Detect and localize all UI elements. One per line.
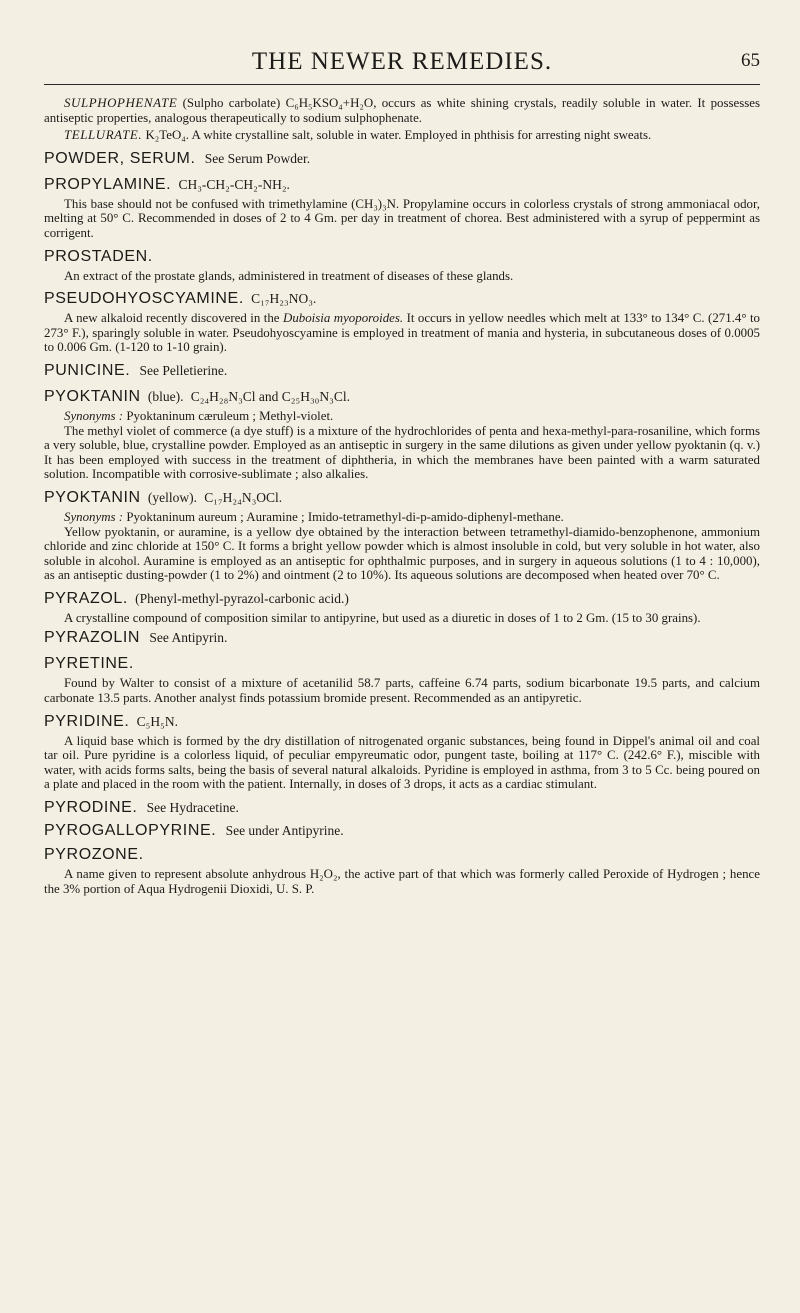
entry-text: It occurs in yellow needles which melt at 133° to 134° C. (271.4° to 273° F.), sparingly soluble in water. Pseudohyoscyamine is employed in treatment of mania and hysteria, in subcutaneous doses of 0.0005 to 0.006 Gm. (1-120 to 1-10 grain). (44, 311, 760, 355)
entry-punicine (44, 361, 760, 381)
entry-pyoktanin-yellow (44, 488, 760, 583)
page-number: 65 (741, 50, 760, 71)
entry-text: A crystalline compound of composition similar to antipyrine, but used as a diuretic in doses of 1 to 2 Gm. (15 to 30 grains). (64, 610, 701, 625)
headword: PROPYLAMINE. (44, 175, 172, 193)
headword: PYRIDINE. (44, 712, 130, 730)
page-body (44, 96, 760, 899)
qualifier: (Phenyl-methyl-pyrazol-carbonic acid.) (135, 590, 349, 606)
cross-reference: See Serum Powder. (204, 150, 311, 166)
entry-propylamine (44, 175, 760, 241)
synonyms: Pyoktaninum aureum ; Auramine ; Imido-tetramethyl-di-p-amido-diphenyl-methane. (126, 509, 564, 524)
page-header (44, 44, 760, 85)
entry-pseudohyoscyamine (44, 289, 760, 355)
entry-text: This base should not be confused with trimethylamine (CH₃)₃N. Propylamine occurs in colorless crystals of strong ammoniacal odor, melting at 50° C. Recommended in doses of 2 to 4 Gm. per day in treatment of chorea. Best administered with a syrup of peppermint as corrigent. (44, 196, 760, 240)
chemical-formula: C₂₄H₂₈N₃Cl and C₂₅H₃₀N₃Cl. (190, 388, 350, 404)
headword: PYROGALLOPYRINE. (44, 822, 217, 840)
entry-text: (Sulpho carbolate) C₆H₅KSO₄+H₂O, occurs as white shining crystals, readily soluble in water. It possesses antiseptic properties, analogous therapeutically to sodium sulphophenate. (44, 96, 760, 125)
entry-prostaden (44, 247, 760, 284)
headword: PUNICINE. (44, 361, 131, 379)
entry-pyretine (44, 654, 760, 705)
cross-reference: See Hydracetine. (146, 800, 239, 816)
chemical-formula: C₅H₅N. (136, 713, 178, 729)
entry-powder-serum (44, 149, 760, 169)
entry-tellurate (44, 128, 760, 143)
qualifier: (blue). (147, 388, 184, 404)
species-name: Duboisia myoporoides. (283, 311, 404, 326)
entry-pyrodine (44, 798, 760, 818)
headword: PYRAZOL. (44, 589, 128, 607)
entry-pyoktanin-blue (44, 387, 760, 482)
entry-pyrozone (44, 845, 760, 896)
entry-pyrogallopyrine (44, 821, 760, 841)
entry-text: A liquid base which is formed by the dry distillation of nitrogenated organic substances, being found in Dippel's animal oil and coal tar oil. Pure pyridine is a colorless liquid, of peculiar empyreumatic odor, pungent taste, boiling at 117° C. (242.6° F.), miscible with water, with acids forms salts, being the basis of several natural alkaloids. Pyridine is employed in asthma, from 3 to 5 Cc. being poured on a plate and placed in the room with the patient. Internally, in doses of 3 drops, it acts as a cardiac stimulant. (44, 733, 760, 792)
headword: POWDER, SERUM. (44, 149, 196, 167)
entry-pyrazol (44, 589, 760, 626)
headword: PYOKTANIN (44, 387, 141, 405)
headword: PYROZONE. (44, 846, 144, 864)
entry-text: K₂TeO₄. A white crystalline salt, soluble in water. Employed in phthisis for arresting night sweats. (145, 128, 652, 143)
cross-reference: See Pelletierine. (139, 362, 228, 378)
headword: SULPHOPHENATE (64, 96, 178, 110)
headword: PYRETINE. (44, 655, 134, 673)
entry-text: Found by Walter to consist of a mixture of acetanilid 58.7 parts, caffeine 6.74 parts, sodium bicarbonate 19.5 parts, and calcium carbonate 13.5 parts. Another analyst finds potassium bromide present. Recommended as an antipyretic. (44, 676, 760, 706)
entry-text: A new alkaloid recently discovered in the (64, 311, 280, 326)
chemical-formula: C₁₇H₂₄N₃OCl. (204, 489, 283, 505)
synonyms: Pyoktaninum cæruleum ; Methyl-violet. (126, 408, 334, 423)
headword: PYOKTANIN (44, 488, 141, 506)
entry-text: A name given to represent absolute anhydrous H₂O₂, the active part of that which was formerly called Peroxide of Hydrogen ; hence the 3% portion of Aqua Hydrogenii Dioxidi, U. S. P. (44, 867, 760, 896)
running-title: THE NEWER REMEDIES. (251, 48, 553, 75)
entry-pyrazolin (44, 628, 760, 648)
qualifier: (yellow). (147, 489, 198, 505)
synonyms-label: Synonyms : (64, 509, 124, 524)
synonyms-label: Synonyms : (64, 408, 124, 423)
headword: PYRAZOLIN (44, 629, 141, 647)
entry-text: Yellow pyoktanin, or auramine, is a yellow dye obtained by the interaction between tetramethyl-diamido-benzophenone, ammonium chloride and zinc chloride at 150° C. It forms a bright yellow powder which is almost insoluble in cold, but very soluble in hot water, also soluble in alcohol. Auramine is employed as an antiseptic for ophthalmic purposes, and in surgery in aqueous solutions (1 to 4 : 10,000), as an antiseptic dusting-powder (1 to 2%) and ointment (2 to 10%). Its aqueous solutions are decomposed when heated over 70° C. (44, 524, 760, 583)
cross-reference: See under Antipyrine. (225, 823, 344, 839)
entry-sulphophenate (44, 96, 760, 125)
headword: TELLURATE. (64, 128, 143, 143)
headword: PYRODINE. (44, 799, 138, 817)
chemical-formula: C₁₇H₂₃NO₃. (251, 291, 317, 307)
entry-pyridine (44, 712, 760, 792)
cross-reference: See Antipyrin. (149, 630, 228, 646)
headword: PROSTADEN. (44, 247, 153, 265)
entry-text: An extract of the prostate glands, administered in treatment of diseases of these glands. (64, 268, 514, 283)
entry-text: The methyl violet of commerce (a dye stuff) is a mixture of the hydrochlorides of penta and hexa-methyl-para-rosaniline, which forms a very soluble, blue, crystalline powder. Employed as an antiseptic in surgery in the same dilutions as given under yellow pyoktanin (q. v.) It has been employed with success in the treatment of diphtheria, in which the membranes have been painted with a warm saturated solution. Incompatible with corrosive-sublimate ; also alkalies. (44, 423, 760, 482)
headword: PSEUDOHYOSCYAMINE. (44, 290, 244, 308)
chemical-formula: CH₃-CH₂-CH₂-NH₂. (178, 176, 290, 192)
